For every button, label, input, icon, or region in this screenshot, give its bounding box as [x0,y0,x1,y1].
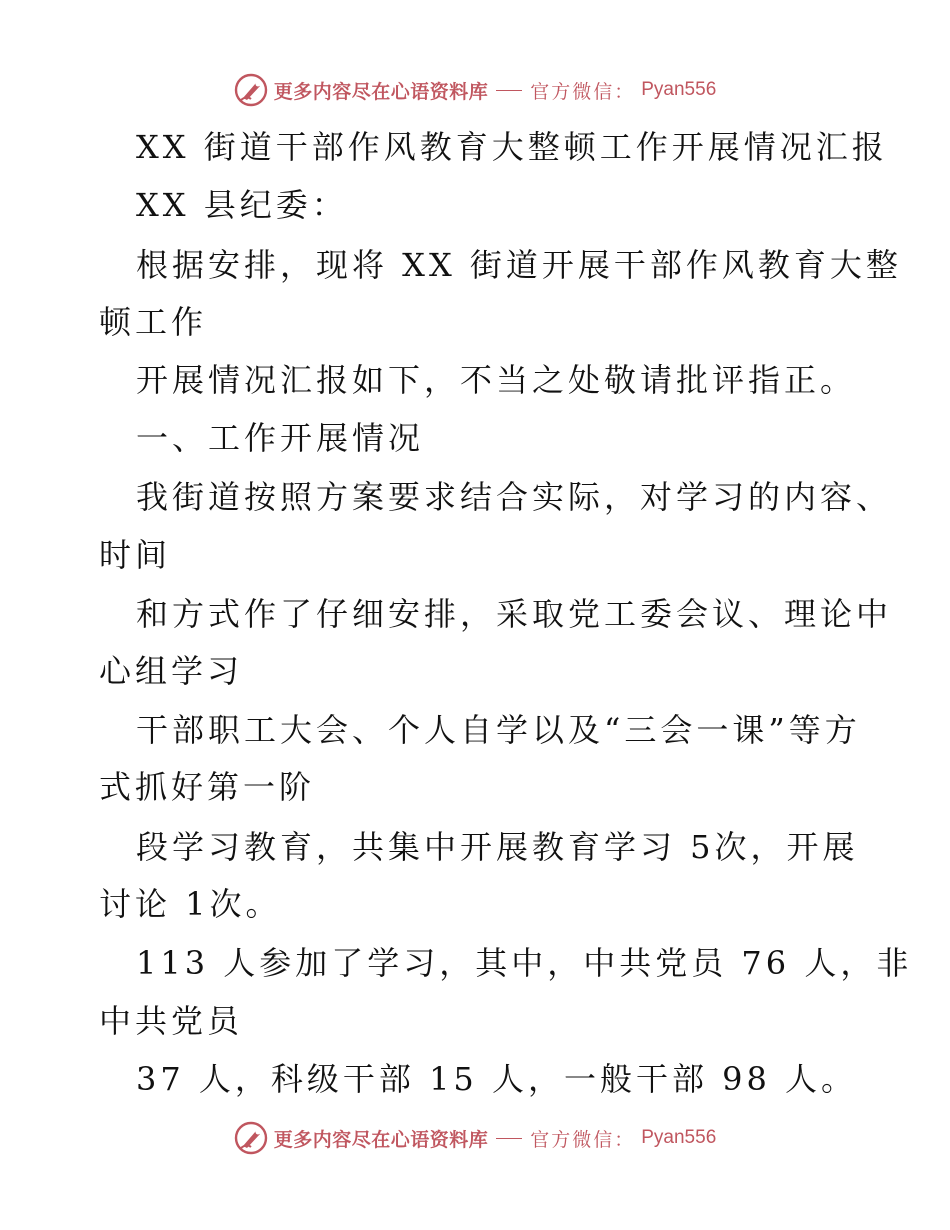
watermark-id: Pyan556 [641,79,717,100]
watermark-id: Pyan556 [641,1127,717,1148]
watermark-brand: 更多内容尽在心语资料库 [273,1128,489,1151]
document-title: XX 街道干部作风教育大整顿工作开展情况汇报 [136,128,888,166]
paragraph-line: 和方式作了仔细安排，采取党工委会议、理论中 [136,595,893,633]
watermark-brand: 更多内容尽在心语资料库 [273,80,489,103]
paragraph-line: 37 人，科级干部 15 人，一般干部 98 人。 [136,1060,858,1098]
watermark-dash [496,1138,522,1139]
addressee: XX 县纪委： [136,186,348,224]
paragraph-line: 干部职工大会、个人自学以及“三会一课”等方 [136,711,861,749]
paragraph-line: 根据安排，现将 XX 街道开展干部作风教育大整 [136,246,902,284]
paragraph-line: 我街道按照方案要求结合实际，对学习的内容、 [136,478,893,516]
paragraph-line: 心组学习 [99,652,244,690]
watermark-label: 官方微信： [530,1128,636,1151]
pen-logo-icon [234,73,268,107]
paragraph-line: 113 人参加了学习，其中，中共党员 76 人，非 [136,944,913,982]
watermark-label: 官方微信： [530,80,636,103]
section-heading: 一、工作开展情况 [136,419,425,457]
pen-logo-icon [234,1121,268,1155]
paragraph-line: 式抓好第一阶 [99,768,316,806]
watermark-dash [496,90,522,91]
paragraph-line: 讨论 1次。 [99,885,282,923]
paragraph-line: 段学习教育，共集中开展教育学习 5次，开展 [136,828,859,866]
paragraph-line: 中共党员 [99,1002,244,1040]
paragraph-line: 开展情况汇报如下，不当之处敬请批评指正。 [136,361,857,399]
header-watermark [0,70,950,110]
paragraph-line: 顿工作 [99,303,208,341]
footer-watermark [0,1118,950,1158]
paragraph-line: 时间 [99,536,172,574]
